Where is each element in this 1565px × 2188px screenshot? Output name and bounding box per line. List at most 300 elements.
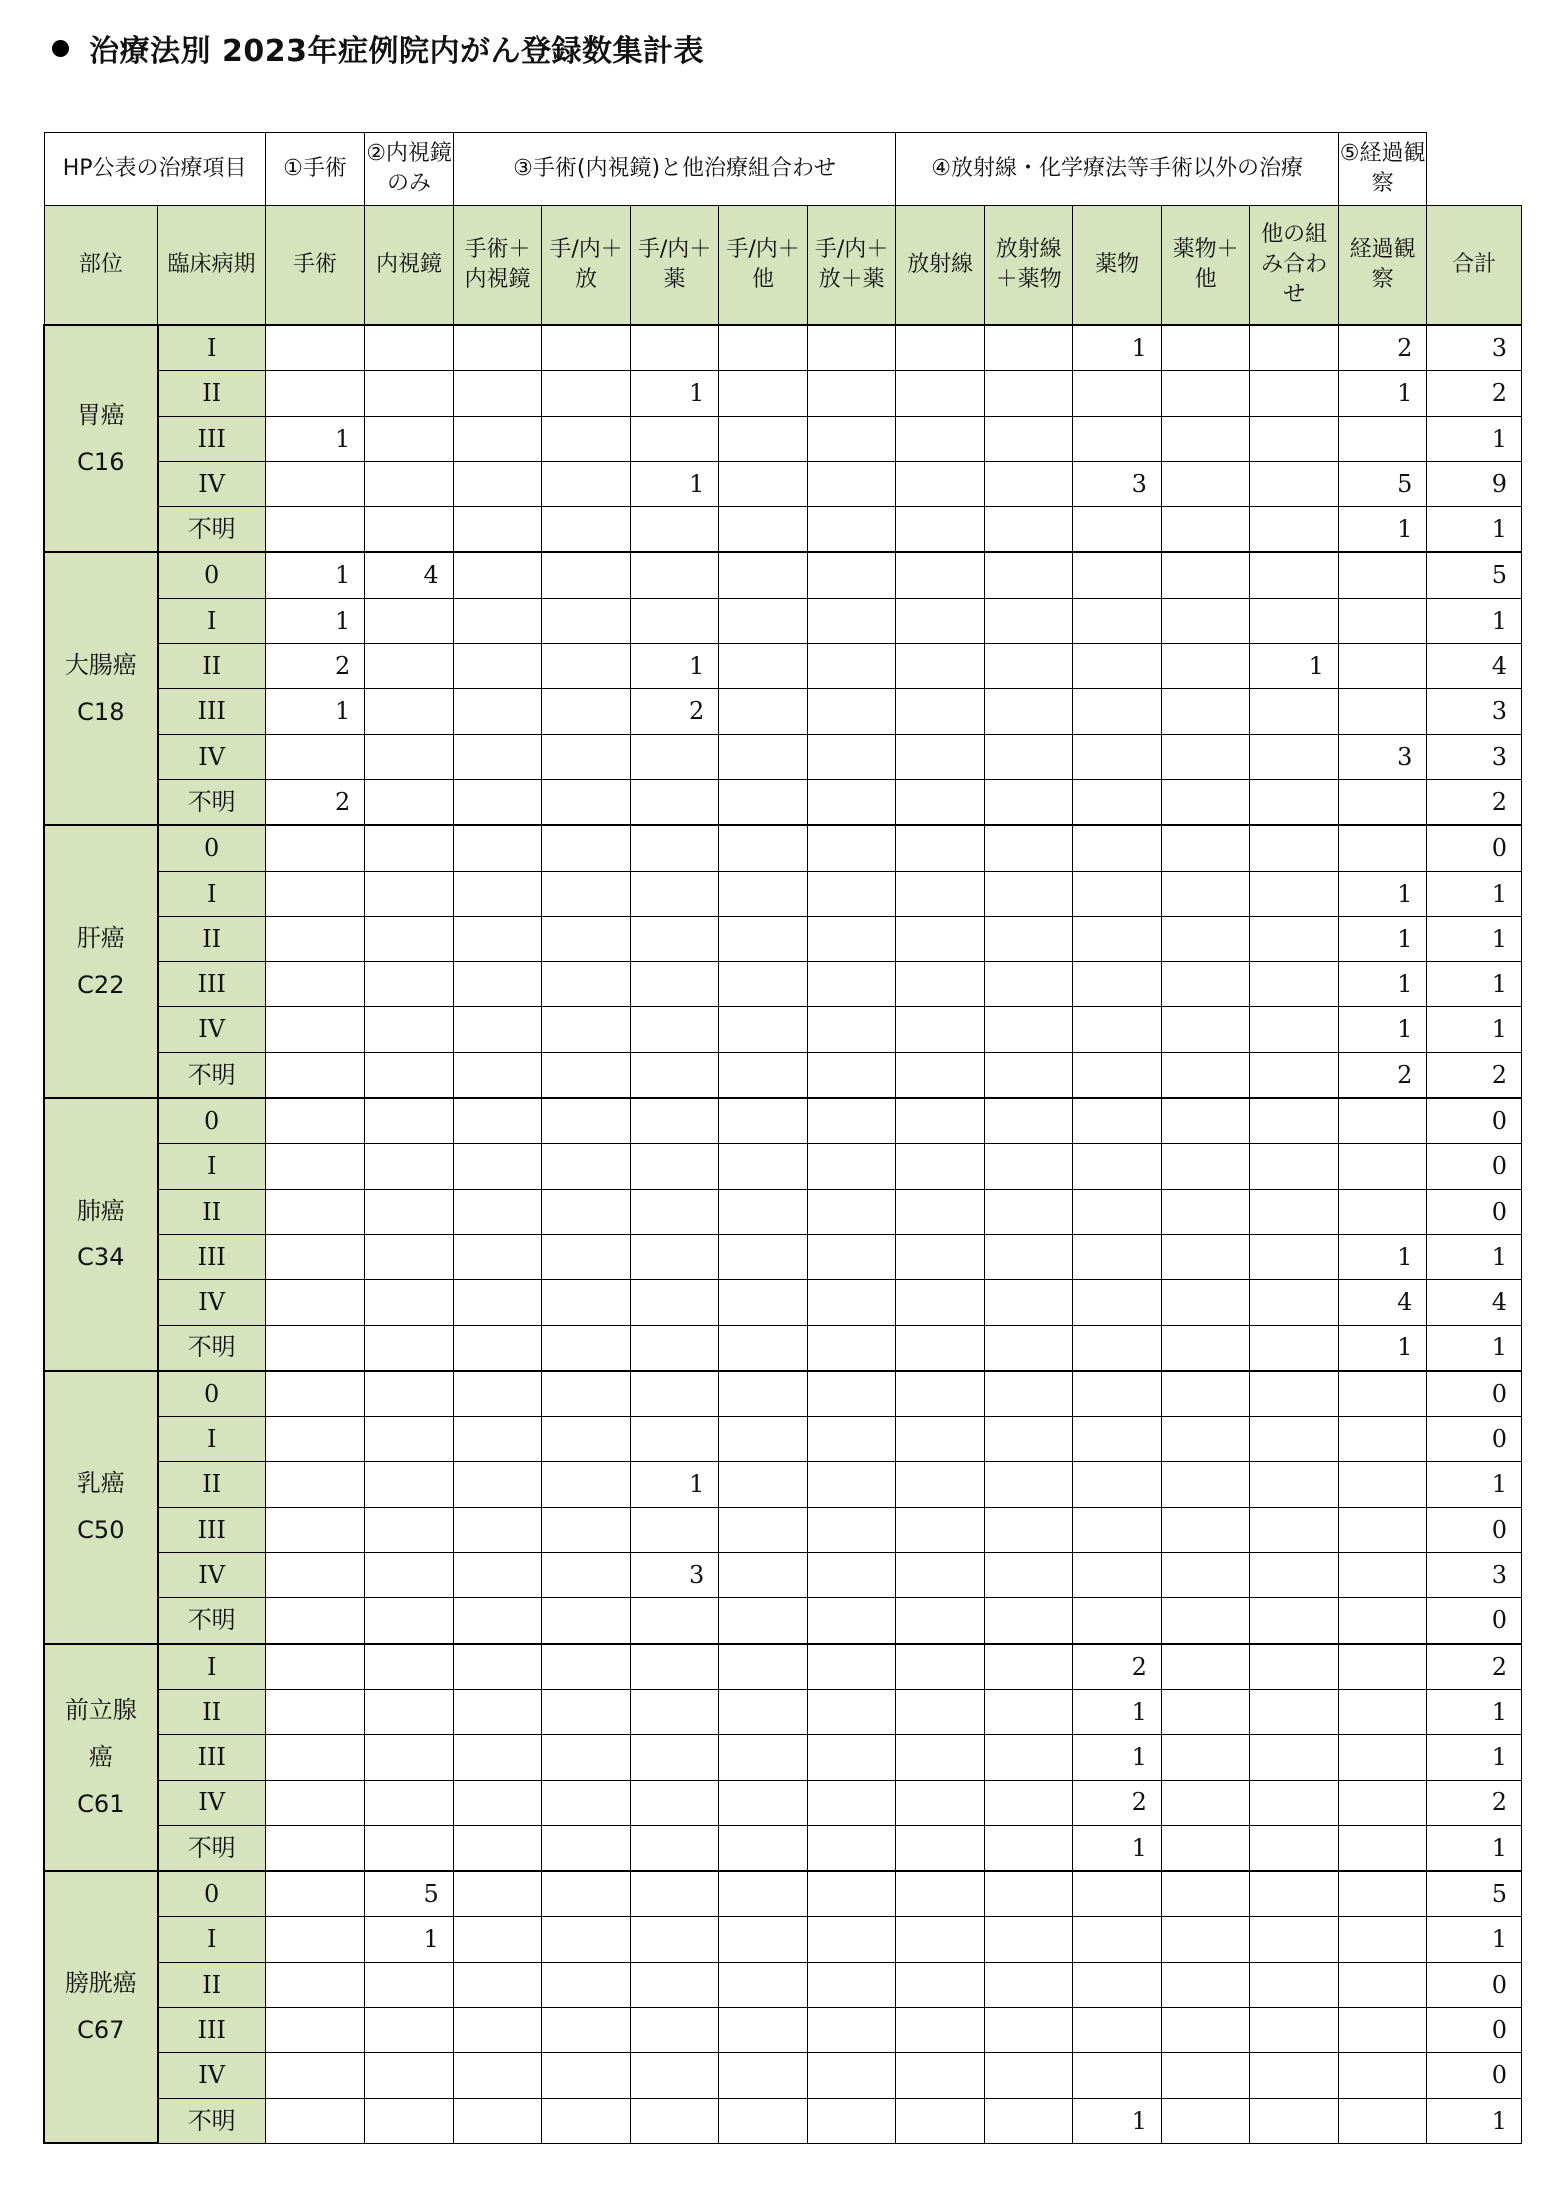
value-cell (542, 962, 631, 1007)
value-cell (365, 1007, 454, 1052)
value-cell: 1 (630, 461, 719, 506)
value-cell (365, 1507, 454, 1552)
value-cell (542, 1280, 631, 1325)
value-cell (630, 779, 719, 825)
value-cell: 5 (365, 1871, 454, 1917)
value-cell (1073, 1234, 1162, 1279)
value-cell (542, 2053, 631, 2098)
table-row (44, 644, 1522, 689)
value-cell: 1 (1338, 962, 1427, 1007)
value-cell (719, 461, 808, 506)
value-cell (542, 1917, 631, 1962)
value-cell (984, 1052, 1073, 1098)
value-cell (807, 1507, 896, 1552)
value-cell (807, 598, 896, 643)
value-cell (1338, 1144, 1427, 1189)
value-cell (453, 689, 542, 734)
stage-cell: 不明 (158, 1052, 266, 1098)
total-cell: 1 (1427, 598, 1522, 643)
site-cell: 前立腺 癌 C61 (44, 1644, 158, 1871)
value-cell: 1 (1338, 1007, 1427, 1052)
value-cell (542, 461, 631, 506)
value-cell (807, 1052, 896, 1098)
value-cell (1073, 1280, 1162, 1325)
value-cell: 3 (1338, 734, 1427, 779)
value-cell (453, 734, 542, 779)
value-cell (807, 1598, 896, 1644)
value-cell (1161, 371, 1250, 416)
stage-cell: 不明 (158, 1598, 266, 1644)
value-cell (1161, 1371, 1250, 1417)
value-cell (984, 1462, 1073, 1507)
value-cell (1161, 1234, 1250, 1279)
value-cell (1338, 2053, 1427, 2098)
table-row (44, 371, 1522, 416)
value-cell (630, 2007, 719, 2052)
column-header: 手/内＋放 (542, 206, 631, 326)
value-cell (1338, 2098, 1427, 2143)
value-cell (542, 1417, 631, 1462)
value-cell (542, 2007, 631, 2052)
column-header: 手/内＋他 (719, 206, 808, 326)
value-cell (265, 2007, 365, 2052)
value-cell (1161, 962, 1250, 1007)
value-cell (1338, 1644, 1427, 1690)
value-cell (630, 1417, 719, 1462)
total-cell: 0 (1427, 1962, 1522, 2007)
stage-cell: II (158, 1462, 266, 1507)
table-row (44, 552, 1522, 598)
value-cell (719, 1825, 808, 1871)
total-cell: 1 (1427, 916, 1522, 961)
value-cell (984, 1825, 1073, 1871)
value-cell (984, 325, 1073, 371)
value-cell (896, 1098, 985, 1144)
value-cell (265, 825, 365, 871)
value-cell (453, 2098, 542, 2143)
value-cell (1161, 2007, 1250, 2052)
value-cell (1250, 1825, 1339, 1871)
value-cell (453, 1689, 542, 1734)
stage-cell: II (158, 916, 266, 961)
value-cell (542, 1007, 631, 1052)
value-cell (984, 552, 1073, 598)
total-cell: 1 (1427, 1735, 1522, 1780)
value-cell (1073, 825, 1162, 871)
value-cell (1073, 1144, 1162, 1189)
value-cell (896, 1189, 985, 1234)
value-cell (719, 644, 808, 689)
value-cell (542, 598, 631, 643)
value-cell (1250, 2007, 1339, 2052)
value-cell (365, 325, 454, 371)
value-cell (1073, 1598, 1162, 1644)
value-cell (265, 1689, 365, 1734)
value-cell (896, 1962, 985, 2007)
value-cell (896, 507, 985, 553)
value-cell (365, 1553, 454, 1598)
value-cell (265, 1417, 365, 1462)
column-header: 内視鏡 (365, 206, 454, 326)
value-cell (896, 1598, 985, 1644)
total-cell: 3 (1427, 325, 1522, 371)
value-cell (807, 1825, 896, 1871)
value-cell (1161, 1189, 1250, 1234)
table-row (44, 1144, 1522, 1189)
value-cell (365, 2007, 454, 2052)
value-cell (719, 1098, 808, 1144)
value-cell (719, 1917, 808, 1962)
value-cell (807, 1007, 896, 1052)
value-cell (453, 1098, 542, 1144)
value-cell (453, 1553, 542, 1598)
value-cell (1073, 416, 1162, 461)
value-cell (542, 779, 631, 825)
value-cell (453, 1462, 542, 1507)
value-cell (453, 916, 542, 961)
value-cell (1073, 1098, 1162, 1144)
value-cell (453, 1325, 542, 1371)
value-cell (453, 1598, 542, 1644)
value-cell (1161, 1644, 1250, 1690)
value-cell (984, 916, 1073, 961)
value-cell: 1 (1073, 325, 1162, 371)
value-cell (1250, 1371, 1339, 1417)
value-cell (453, 871, 542, 916)
value-cell: 1 (1338, 507, 1427, 553)
value-cell (1250, 962, 1339, 1007)
value-cell (896, 825, 985, 871)
value-cell (265, 1825, 365, 1871)
value-cell (1161, 1917, 1250, 1962)
value-cell (265, 1052, 365, 1098)
value-cell (365, 598, 454, 643)
value-cell (453, 1144, 542, 1189)
value-cell: 4 (365, 552, 454, 598)
value-cell (365, 1735, 454, 1780)
value-cell (896, 1052, 985, 1098)
value-cell (1161, 1007, 1250, 1052)
value-cell (453, 2053, 542, 2098)
value-cell (807, 2053, 896, 2098)
value-cell: 1 (1338, 871, 1427, 916)
value-cell (542, 825, 631, 871)
table-row (44, 2007, 1522, 2052)
table-row (44, 1371, 1522, 1417)
total-cell: 1 (1427, 1917, 1522, 1962)
value-cell (807, 507, 896, 553)
value-cell (1073, 734, 1162, 779)
value-cell (719, 734, 808, 779)
table-row (44, 598, 1522, 643)
value-cell (807, 1280, 896, 1325)
total-cell: 0 (1427, 1507, 1522, 1552)
total-cell: 2 (1427, 371, 1522, 416)
value-cell (896, 416, 985, 461)
stage-cell: 0 (158, 1098, 266, 1144)
total-cell: 1 (1427, 1825, 1522, 1871)
value-cell (984, 371, 1073, 416)
value-cell (365, 1234, 454, 1279)
table-row (44, 2053, 1522, 2098)
value-cell (984, 1598, 1073, 1644)
value-cell (265, 1644, 365, 1690)
value-cell (265, 1871, 365, 1917)
value-cell (542, 1825, 631, 1871)
value-cell (807, 1371, 896, 1417)
value-cell: 3 (630, 1553, 719, 1598)
value-cell: 2 (265, 779, 365, 825)
hp-group-surgery: ①手術 (265, 133, 365, 206)
value-cell (807, 1098, 896, 1144)
value-cell: 2 (1073, 1644, 1162, 1690)
value-cell (807, 871, 896, 916)
value-cell (896, 1144, 985, 1189)
value-cell (896, 1234, 985, 1279)
table-row (44, 1780, 1522, 1825)
value-cell (1250, 598, 1339, 643)
value-cell (896, 1871, 985, 1917)
site-cell: 胃癌 C16 (44, 325, 158, 552)
value-cell (365, 1189, 454, 1234)
value-cell (1073, 2053, 1162, 2098)
value-cell (1338, 1780, 1427, 1825)
stage-cell: I (158, 598, 266, 643)
value-cell (984, 1144, 1073, 1189)
value-cell (365, 1598, 454, 1644)
table-row (44, 1462, 1522, 1507)
table-row (44, 825, 1522, 871)
value-cell (265, 1507, 365, 1552)
value-cell (542, 1644, 631, 1690)
value-cell (542, 1735, 631, 1780)
value-cell (807, 779, 896, 825)
total-cell: 1 (1427, 507, 1522, 553)
value-cell (265, 916, 365, 961)
total-cell: 3 (1427, 689, 1522, 734)
value-cell (984, 962, 1073, 1007)
value-cell (630, 825, 719, 871)
value-cell (542, 1189, 631, 1234)
value-cell (365, 1689, 454, 1734)
value-cell (984, 734, 1073, 779)
value-cell (265, 371, 365, 416)
value-cell (984, 1689, 1073, 1734)
table-row (44, 962, 1522, 1007)
value-cell (1338, 689, 1427, 734)
value-cell (630, 1007, 719, 1052)
value-cell (630, 2053, 719, 2098)
value-cell (542, 1689, 631, 1734)
value-cell (1250, 325, 1339, 371)
value-cell (1250, 1280, 1339, 1325)
value-cell (453, 1962, 542, 2007)
value-cell (365, 2053, 454, 2098)
value-cell (265, 2053, 365, 2098)
value-cell (807, 1234, 896, 1279)
table-row (44, 1917, 1522, 1962)
table-row (44, 1598, 1522, 1644)
value-cell (719, 1553, 808, 1598)
value-cell: 2 (265, 644, 365, 689)
registry-table (43, 132, 1522, 2144)
value-cell (719, 916, 808, 961)
value-cell (896, 1280, 985, 1325)
value-cell (984, 825, 1073, 871)
column-header: 手/内＋薬 (630, 206, 719, 326)
value-cell (1250, 1417, 1339, 1462)
total-cell: 9 (1427, 461, 1522, 506)
hp-blank-cell (1427, 133, 1522, 206)
value-cell (807, 1962, 896, 2007)
stage-cell: I (158, 325, 266, 371)
value-cell (365, 1280, 454, 1325)
value-cell (1073, 1462, 1162, 1507)
value-cell (984, 779, 1073, 825)
value-cell (542, 1325, 631, 1371)
value-cell (630, 1644, 719, 1690)
value-cell (719, 825, 808, 871)
value-cell (453, 461, 542, 506)
value-cell (630, 1917, 719, 1962)
value-cell (453, 1052, 542, 1098)
stage-cell: III (158, 2007, 266, 2052)
value-cell (630, 416, 719, 461)
value-cell (1161, 461, 1250, 506)
value-cell (807, 689, 896, 734)
value-cell (630, 871, 719, 916)
value-cell (1250, 734, 1339, 779)
value-cell (630, 1144, 719, 1189)
value-cell (265, 1144, 365, 1189)
value-cell (365, 1052, 454, 1098)
value-cell (453, 552, 542, 598)
table-row (44, 1417, 1522, 1462)
value-cell (453, 1917, 542, 1962)
value-cell (1250, 1689, 1339, 1734)
value-cell (719, 779, 808, 825)
value-cell (1250, 825, 1339, 871)
value-cell (542, 916, 631, 961)
value-cell: 3 (1073, 461, 1162, 506)
value-cell (1338, 1098, 1427, 1144)
value-cell (542, 1052, 631, 1098)
value-cell (1161, 2053, 1250, 2098)
value-cell (719, 1735, 808, 1780)
value-cell (1250, 1962, 1339, 2007)
value-cell (984, 416, 1073, 461)
value-cell (542, 1780, 631, 1825)
total-cell: 4 (1427, 644, 1522, 689)
value-cell (719, 371, 808, 416)
value-cell (984, 2053, 1073, 2098)
total-cell: 0 (1427, 825, 1522, 871)
value-cell (1338, 2007, 1427, 2052)
total-cell: 0 (1427, 1189, 1522, 1234)
value-cell (1161, 2098, 1250, 2143)
value-cell (1338, 1598, 1427, 1644)
value-cell (896, 1735, 985, 1780)
value-cell (365, 1825, 454, 1871)
value-cell (365, 689, 454, 734)
total-cell: 2 (1427, 1644, 1522, 1690)
value-cell (542, 1962, 631, 2007)
table-row (44, 1871, 1522, 1917)
value-cell (1073, 1871, 1162, 1917)
value-cell (1073, 1553, 1162, 1598)
stage-cell: III (158, 1735, 266, 1780)
value-cell (1250, 1144, 1339, 1189)
table-row (44, 734, 1522, 779)
column-header: 経過観察 (1338, 206, 1427, 326)
value-cell (1338, 1553, 1427, 1598)
value-cell (1073, 644, 1162, 689)
value-cell (807, 2007, 896, 2052)
value-cell (719, 325, 808, 371)
value-cell (807, 1689, 896, 1734)
value-cell (630, 1280, 719, 1325)
value-cell (984, 1553, 1073, 1598)
stage-cell: I (158, 1417, 266, 1462)
value-cell (630, 325, 719, 371)
value-cell (1250, 1598, 1339, 1644)
value-cell (1073, 1052, 1162, 1098)
value-cell (807, 1644, 896, 1690)
value-cell (984, 2098, 1073, 2143)
value-cell (265, 1007, 365, 1052)
value-cell (630, 507, 719, 553)
value-cell (896, 1780, 985, 1825)
stage-cell: 不明 (158, 507, 266, 553)
value-cell (265, 962, 365, 1007)
value-cell (719, 1962, 808, 2007)
value-cell (1250, 1553, 1339, 1598)
stage-cell: IV (158, 734, 266, 779)
value-cell (1161, 1962, 1250, 2007)
value-cell (630, 1507, 719, 1552)
value-cell (896, 2053, 985, 2098)
value-cell (1161, 779, 1250, 825)
value-cell (1250, 1735, 1339, 1780)
value-cell (719, 1689, 808, 1734)
value-cell (896, 371, 985, 416)
value-cell (719, 1417, 808, 1462)
value-cell (1338, 1462, 1427, 1507)
value-cell (1161, 1280, 1250, 1325)
value-cell (542, 1462, 631, 1507)
value-cell (453, 1417, 542, 1462)
value-cell (1161, 1144, 1250, 1189)
value-cell (630, 1325, 719, 1371)
value-cell (807, 1144, 896, 1189)
value-cell (1338, 1371, 1427, 1417)
value-cell (1161, 1417, 1250, 1462)
value-cell (630, 1234, 719, 1279)
value-cell (365, 1962, 454, 2007)
stage-cell: II (158, 1962, 266, 2007)
total-cell: 1 (1427, 1462, 1522, 1507)
value-cell (807, 644, 896, 689)
value-cell (1073, 1325, 1162, 1371)
value-cell: 2 (630, 689, 719, 734)
value-cell (719, 1144, 808, 1189)
value-cell (265, 1780, 365, 1825)
value-cell (542, 1144, 631, 1189)
table-row (44, 779, 1522, 825)
value-cell (630, 1189, 719, 1234)
value-cell (1073, 1417, 1162, 1462)
value-cell (896, 1325, 985, 1371)
